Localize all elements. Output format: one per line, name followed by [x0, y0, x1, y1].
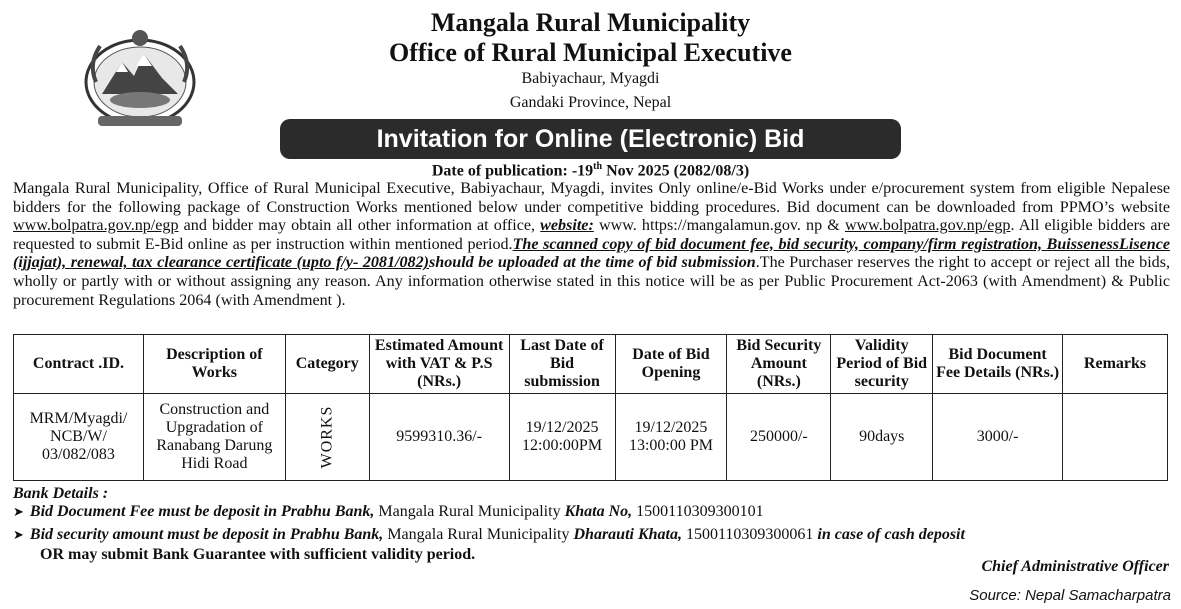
address-line-2: Gandaki Province, Nepal: [509, 94, 672, 111]
table-row: [14, 394, 1168, 481]
header-doc-fee: Bid Document Fee Details (NRs.): [933, 335, 1063, 394]
header-category: Category: [285, 335, 369, 394]
cell-remarks: [1063, 394, 1168, 481]
arrow-bullet-icon: ➤: [13, 505, 24, 520]
header-remarks: Remarks: [1063, 335, 1168, 394]
bank-line-doc-fee: ➤ Bid Document Fee must be deposit in Prabhu Bank, Mangala Rural Municipality Khata No, 1500110309300101: [13, 503, 764, 520]
header-estimated-amount: Estimated Amount with VAT & P.S (NRs.): [369, 335, 509, 394]
signatory: Chief Administrative Officer: [981, 558, 1169, 575]
cell-last-date: 19/12/2025 12:00:00PM: [509, 394, 615, 481]
org-name: Mangala Rural Municipality: [430, 8, 751, 37]
header-validity: Validity Period of Bid security: [831, 335, 933, 394]
header-description: Description of Works: [143, 335, 285, 394]
upload-instruction: should be uploaded at the time of bid submission: [428, 254, 756, 272]
cell-opening-date: 19/12/2025 13:00:00 PM: [615, 394, 727, 481]
cell-validity: 90days: [831, 394, 933, 481]
bid-table: [13, 334, 1168, 481]
cell-doc-fee: 3000/-: [933, 394, 1063, 481]
website-label: website:: [540, 217, 594, 235]
category-text: WORKS: [318, 405, 336, 469]
header-contract-id: Contract .ID.: [14, 335, 144, 394]
bank-line-bid-security: ➤ Bid security amount must be deposit in Prabhu Bank, Mangala Rural Municipality Dharauti Khata, 1500110309300061 in case of cash deposit: [13, 526, 965, 543]
header-bid-security: Bid Security Amount (NRs.): [727, 335, 831, 394]
cell-bid-security: 250000/-: [727, 394, 831, 481]
address-line-1: Babiyachaur, Myagdi: [521, 70, 660, 87]
cell-estimated-amount: 9599310.36/-: [369, 394, 509, 481]
bank-line-guarantee: OR may submit Bank Guarantee with sufficient validity period.: [40, 546, 476, 563]
publication-date: Date of publication: -19th Nov 2025 (2082/08/3): [431, 161, 750, 180]
office-name: Office of Rural Municipal Executive: [389, 38, 792, 67]
egp-link[interactable]: www.bolpatra.gov.np/egp: [844, 217, 1011, 235]
cell-contract-id: MRM/Myagdi/ NCB/W/ 03/082/083: [14, 394, 144, 481]
arrow-bullet-icon: ➤: [13, 528, 24, 543]
cell-category: [285, 394, 369, 481]
bank-details-title: Bank Details :: [13, 485, 109, 502]
header-opening-date: Date of Bid Opening: [615, 335, 727, 394]
ppmo-link[interactable]: www.bolpatra.gov.np/egp: [13, 217, 179, 235]
table-header-row: [14, 335, 1168, 394]
cell-description: Construction and Upgradation of Ranabang Darung Hidi Road: [143, 394, 285, 481]
header-last-date: Last Date of Bid submission: [509, 335, 615, 394]
required-documents: The scanned copy of bid document fee, bid security, company/firm registration, BuissenessLisence (ijjajat), renewal, tax clearance certificate (upto f/y- 2081/082): [13, 235, 1170, 272]
source-credit: Source: Nepal Samacharpatra: [969, 587, 1171, 604]
notice-body: Mangala Rural Municipality, Office of Rural Municipal Executive, Babiyachaur, Myagdi, invites Only online/e-Bid Works under e/procurement system from eligible Nepalese bidders for the following package of Construction Works mentioned below under competitive bidding procedures. Bid document can be downloaded from PPMO’s website www.bolpatra.gov.np/egp and bidder may obtain all other information at office, website: www. https://mangalamun.gov. np & www.bolpatra.gov.np/egp. All eligible bidders are requested to submit E-Bid online as per instruction within mentioned period.The scanned copy of bid document fee, bid security, company/firm registration, BuissenessLisence (ijjajat), renewal, tax clearance certificate (upto f/y- 2081/082)should be uploaded at the time of bid submission.The Purchaser reserves the right to accept or reject all the bids, wholly or partly with or without assigning any reason. Any information otherwise stated in this notice will be as per Public Procurement Act-2063 (with Amendment) & Public procurement Regulations 2064 (with Amendment ).: [13, 180, 1170, 309]
notice-title-banner: Invitation for Online (Electronic) Bid: [280, 119, 901, 159]
